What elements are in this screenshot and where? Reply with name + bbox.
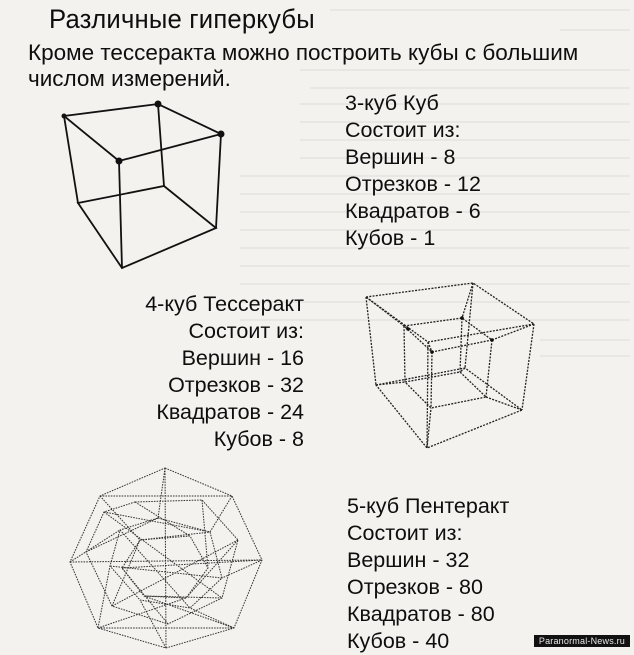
cube4-vertices: Вершин - 16 [181,346,304,370]
cube5-info [347,493,509,655]
cube4-title: 4-куб Тессеракт [145,292,304,316]
cube5-consists-label: Состоит из: [347,521,463,545]
intro-text: Кроме тессеракта можно построить кубы с большим числом измерений. [28,40,579,91]
cube5-squares: Квадратов - 80 [347,602,495,626]
cube5-cubes: Кубов - 40 [347,629,450,653]
cube5-title: 5-куб Пентеракт [347,494,510,518]
cube3-vertices: Вершин - 8 [345,145,456,169]
cube5-edges: Отрезков - 80 [347,575,483,599]
cube4-consists-label: Состоит из: [188,319,304,343]
cube5-vertices: Вершин - 32 [347,548,470,572]
cube4-edges: Отрезков - 32 [168,373,304,397]
cube4-info [116,291,304,453]
cube3-title: 3-куб Куб [345,91,439,115]
cube4-cubes: Кубов - 8 [213,427,304,451]
site-watermark: Paranormal-News.ru [534,635,630,647]
cube3-squares: Квадратов - 6 [345,199,481,223]
cube4-squares: Квадратов - 24 [156,400,304,424]
cube3-info [345,90,481,252]
cube3-cubes: Кубов - 1 [345,226,436,250]
page-heading: Различные гиперкубы [49,4,315,34]
cube3-edges: Отрезков - 12 [345,172,481,196]
cube3-consists-label: Состоит из: [345,118,461,142]
